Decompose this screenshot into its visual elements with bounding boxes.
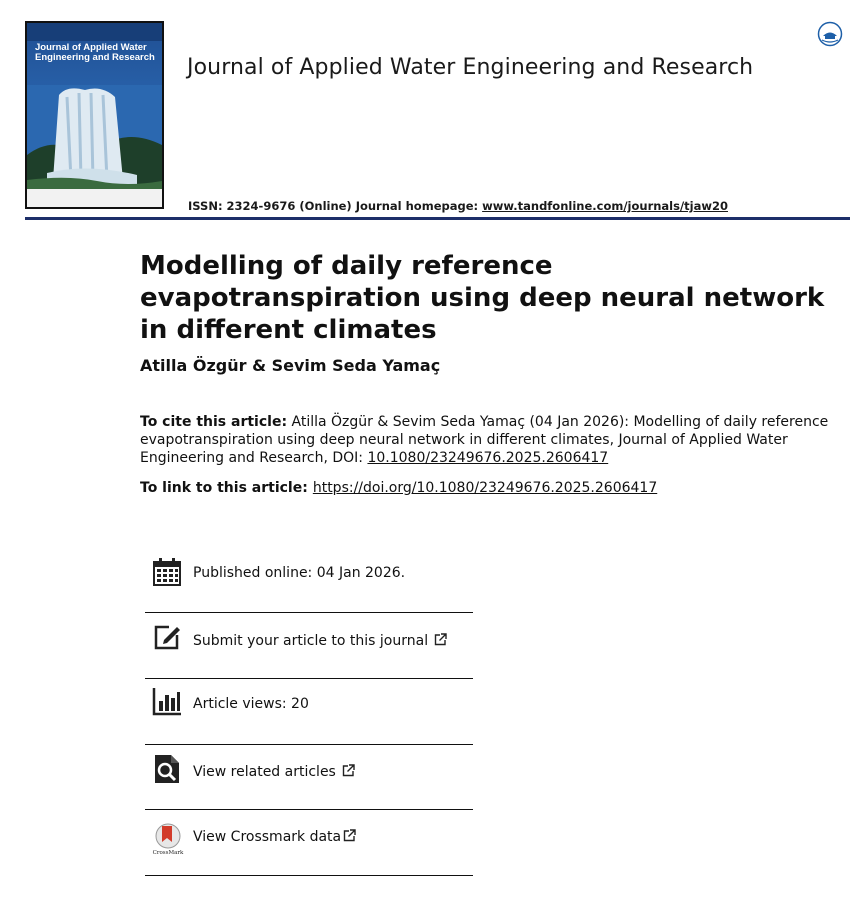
- search-document-icon: [152, 754, 182, 784]
- article-doi-link[interactable]: https://doi.org/10.1080/23249676.2025.2606417: [312, 480, 658, 496]
- article-title: Modelling of daily reference evapotranspiration using deep neural network in different climates: [140, 251, 825, 345]
- cite-label: To cite this article:: [140, 414, 288, 430]
- article-views-row: [145, 686, 473, 726]
- published-online-text: Published online: 04 Jan 2026.: [193, 565, 406, 581]
- calendar-icon: [152, 557, 182, 587]
- cover-top-bar: [27, 23, 162, 41]
- edit-icon: [152, 622, 182, 652]
- crossmark-label: View Crossmark data: [193, 829, 342, 845]
- crossmark-logo-text: CrossMark: [152, 850, 184, 856]
- article-views-text: Article views: 20: [193, 696, 309, 712]
- info-divider: [145, 875, 473, 876]
- issn-text: ISSN: 2324-9676 (Online) Journal homepage:: [188, 199, 483, 213]
- external-link-icon: [434, 633, 447, 646]
- related-articles-label: View related articles: [193, 764, 336, 780]
- cover-footer: [27, 189, 162, 207]
- info-divider: [145, 809, 473, 810]
- article-link-line: [140, 480, 657, 496]
- bar-chart-icon: [152, 687, 182, 717]
- submit-article-row[interactable]: [145, 622, 473, 662]
- cite-doi-link[interactable]: 10.1080/23249676.2025.2606417: [367, 450, 609, 466]
- cover-title: Journal of Applied Water Engineering and Research: [35, 42, 155, 63]
- info-divider: [145, 612, 473, 613]
- submit-article-link[interactable]: [193, 633, 447, 649]
- issn-homepage-line: [188, 199, 728, 213]
- published-online-row: [145, 555, 473, 595]
- journal-title: Journal of Applied Water Engineering and Research: [187, 55, 754, 80]
- crossmark-row[interactable]: [145, 820, 473, 860]
- journal-homepage-link[interactable]: www.tandfonline.com/journals/tjaw20: [482, 199, 728, 213]
- related-articles-link[interactable]: [193, 764, 355, 780]
- article-authors: Atilla Özgür & Sevim Seda Yamaç: [140, 356, 441, 375]
- header-divider: [25, 217, 850, 220]
- crossmark-link[interactable]: [193, 829, 356, 845]
- crossmark-icon: [152, 822, 184, 856]
- taylor-francis-logo-icon[interactable]: [817, 21, 843, 47]
- info-divider: [145, 744, 473, 745]
- cite-text: Atilla Özgür & Sevim Seda Yamaç (04 Jan 2026): Modelling of daily reference evapotranspiration using deep neural network in different climates, Journal of Applied Water Engineering and Research, DOI:: [140, 414, 829, 466]
- journal-cover: [25, 21, 164, 209]
- related-articles-row[interactable]: [145, 754, 473, 794]
- external-link-icon: [343, 829, 356, 842]
- link-label: To link to this article:: [140, 480, 308, 496]
- cover-waterfall-image: [27, 85, 162, 193]
- submit-article-label: Submit your article to this journal: [193, 633, 429, 649]
- citation-block: [140, 413, 830, 467]
- external-link-icon: [342, 764, 355, 777]
- info-divider: [145, 678, 473, 679]
